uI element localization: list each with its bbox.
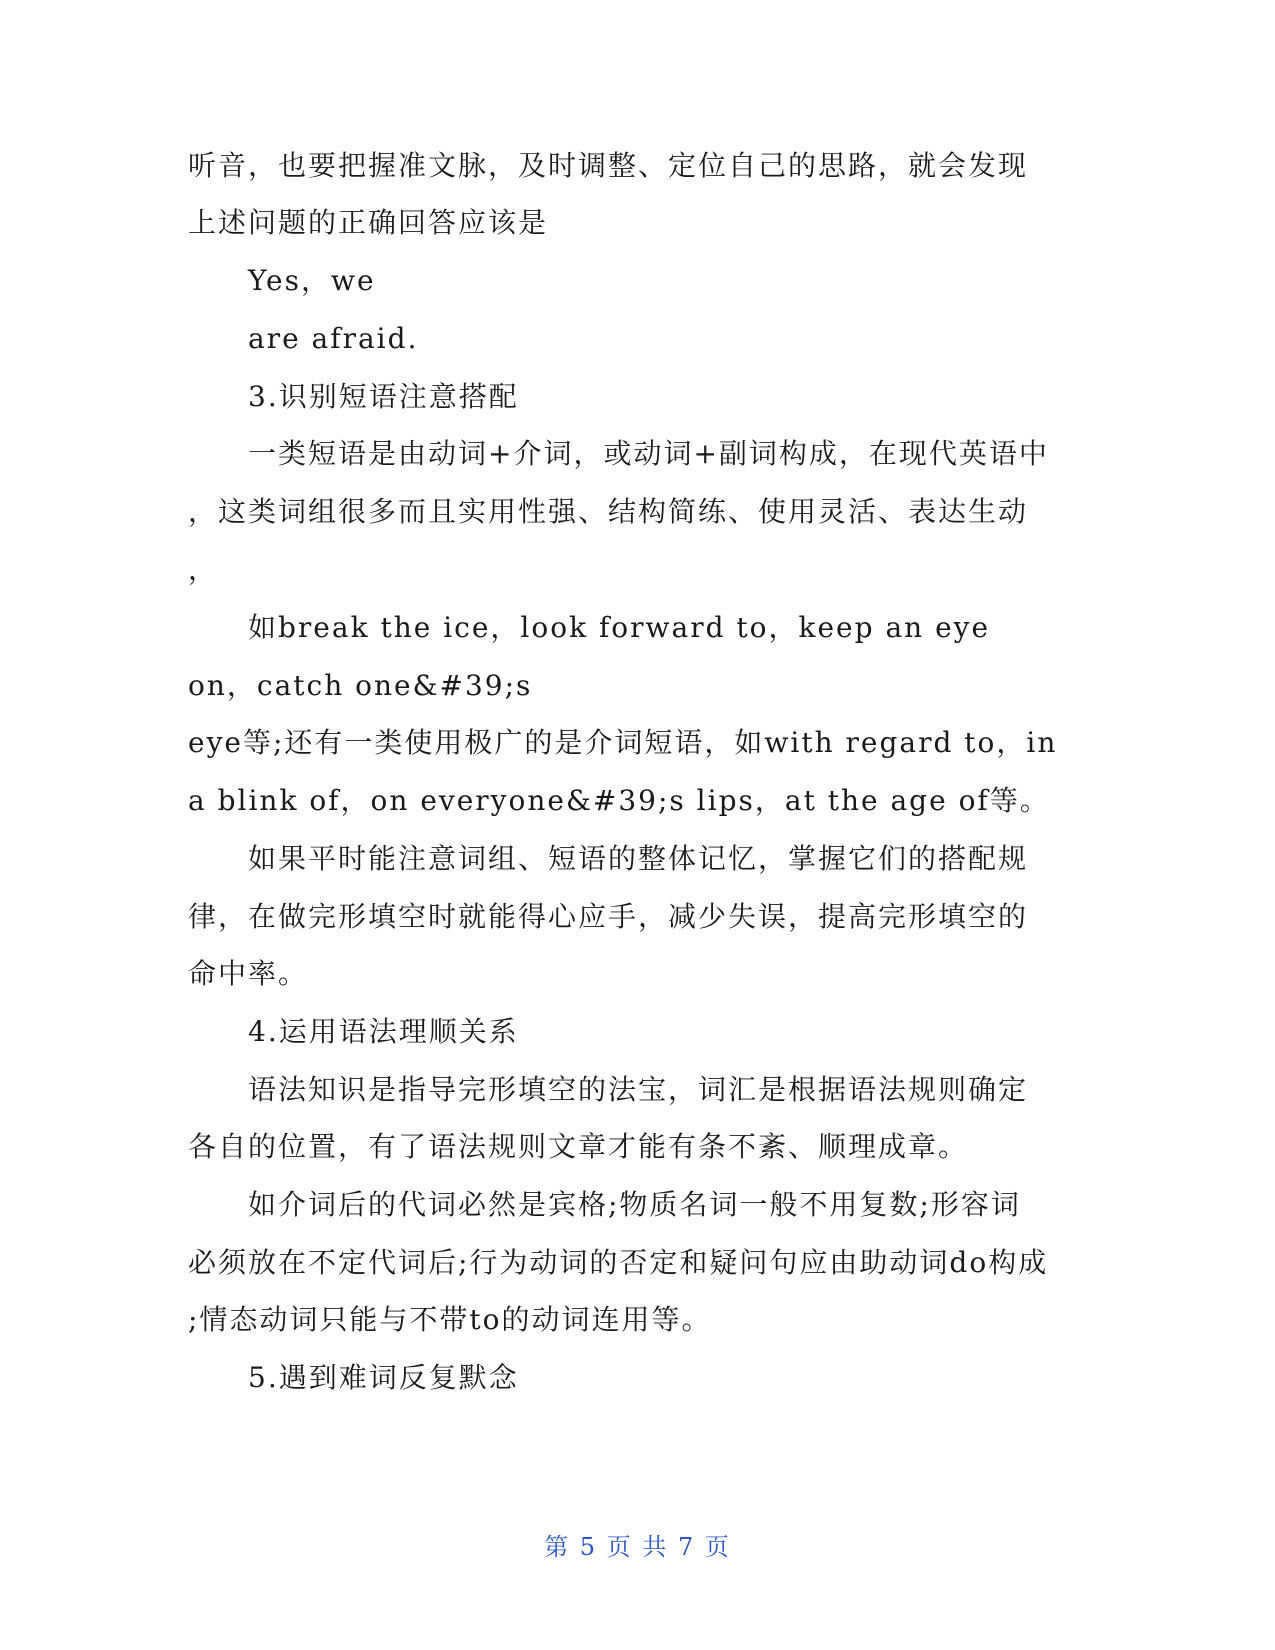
text-line: 命中率。 <box>188 957 309 990</box>
text-line: 必须放在不定代词后;行为动词的否定和疑问句应由助动词do构成 <box>188 1246 1049 1279</box>
text-line: 一类短语是由动词+介词，或动词+副词构成，在现代英语中 <box>248 437 1049 470</box>
text-line: 如break the ice，look forward to，keep an eye <box>248 611 991 644</box>
text-line: ，这类词组很多而且实用性强、结构简练、使用灵活、表达生动 <box>188 495 1029 528</box>
text-line: Yes，we <box>248 264 376 297</box>
text-line: a blink of，on everyone&#39;s lips，at the age of等。 <box>188 784 1050 817</box>
text-line: on，catch one&#39;s <box>188 669 533 702</box>
text-line: 如果平时能注意词组、短语的整体记忆，掌握它们的搭配规 <box>248 842 1029 875</box>
text-line: 语法知识是指导完形填空的法宝，词汇是根据语法规则确定 <box>248 1073 1029 1106</box>
text-line: ， <box>188 553 219 586</box>
text-line: 如介词后的代词必然是宾格;物质名词一般不用复数;形容词 <box>248 1188 1021 1221</box>
text-line: eye等;还有一类使用极广的是介词短语，如with regard to，in <box>188 726 1058 759</box>
text-line: are afraid. <box>248 322 419 355</box>
section-heading: 5.遇到难词反复默念 <box>248 1361 519 1394</box>
text-line: 律，在做完形填空时就能得心应手，减少失误，提高完形填空的 <box>188 900 1029 933</box>
text-line: 各自的位置，有了语法规则文章才能有条不紊、顺理成章。 <box>188 1130 969 1163</box>
text-line: ;情态动词只能与不带to的动词连用等。 <box>188 1303 712 1336</box>
text-line: 上述问题的正确回答应该是 <box>188 206 549 239</box>
section-heading: 3.识别短语注意搭配 <box>248 380 519 413</box>
page-number-footer: 第 5 页 共 7 页 <box>544 1533 731 1561</box>
section-heading: 4.运用语法理顺关系 <box>248 1015 519 1048</box>
text-line: 听音，也要把握准文脉，及时调整、定位自己的思路，就会发现 <box>188 149 1029 182</box>
